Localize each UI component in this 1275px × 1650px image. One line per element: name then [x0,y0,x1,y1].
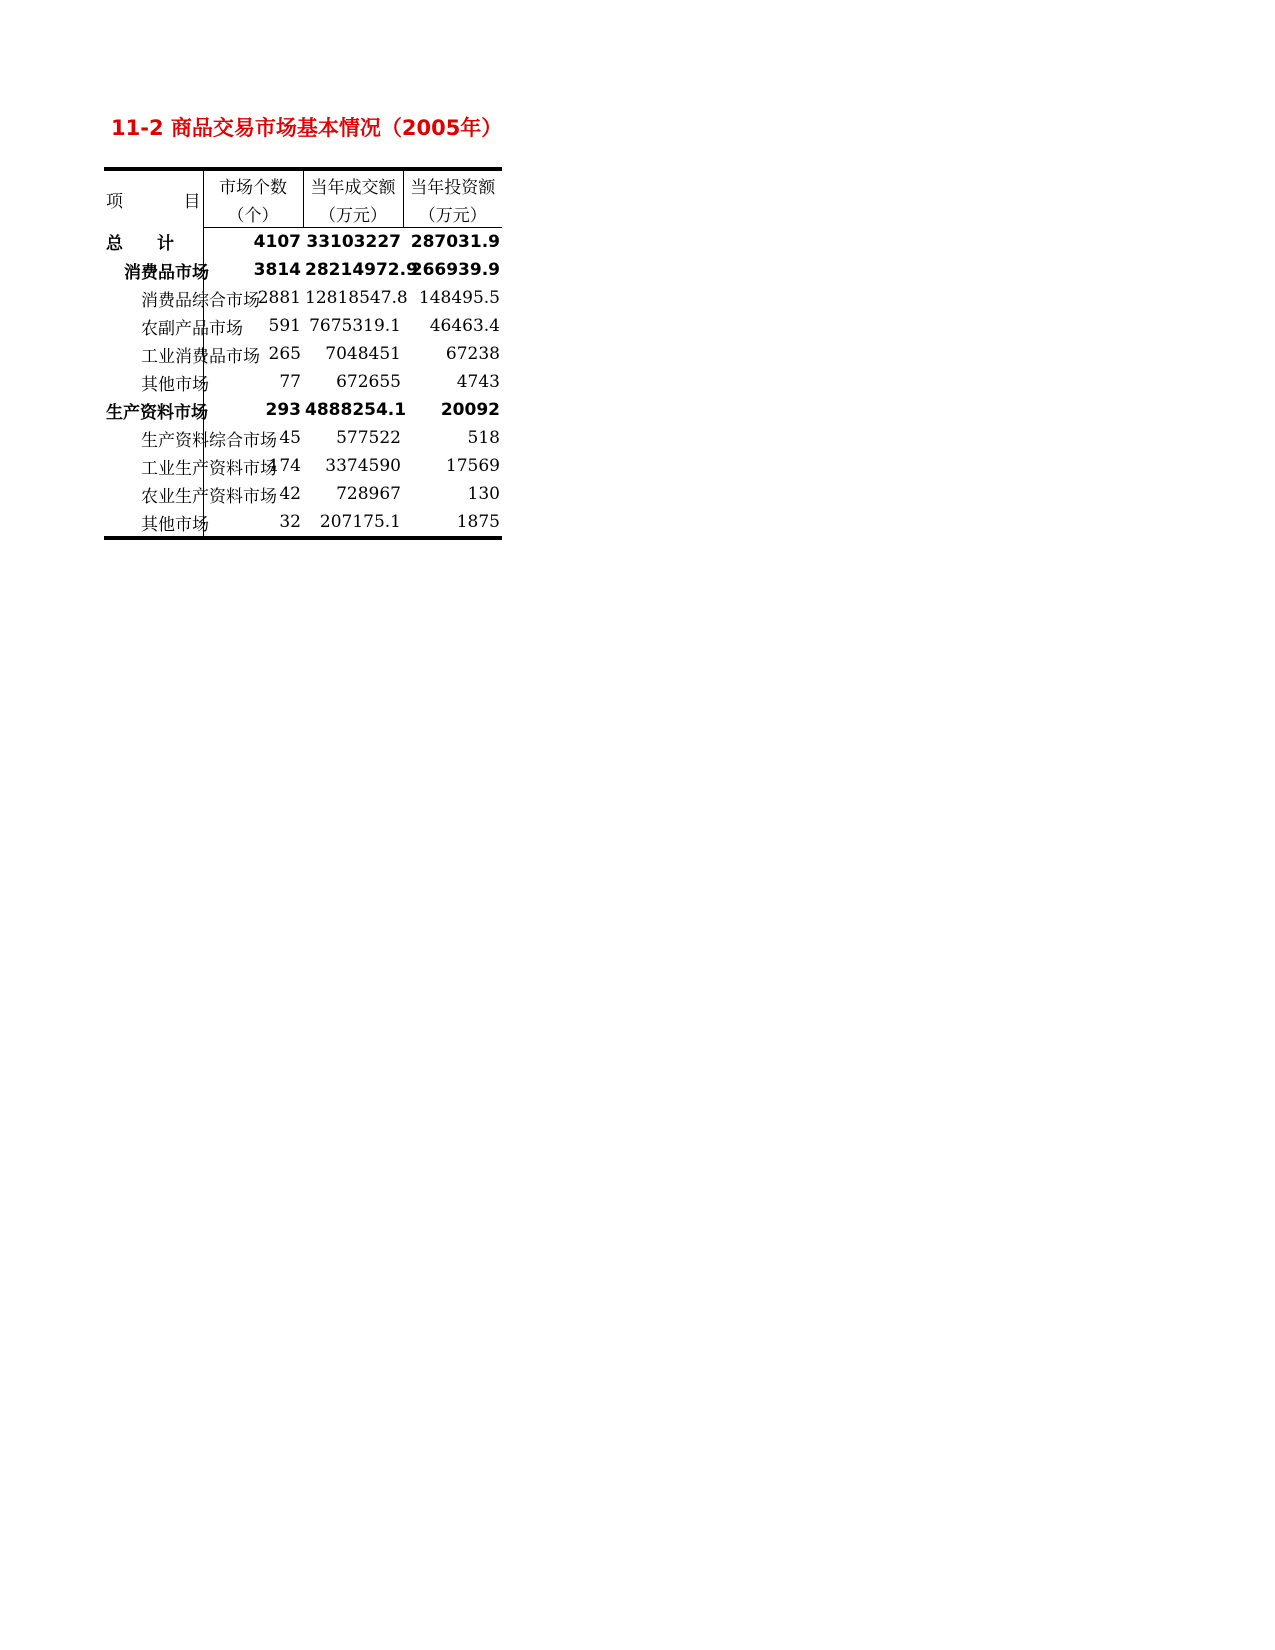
cell-turnover: 7675319.1 [309,316,401,336]
cell-investment: 46463.4 [429,316,500,336]
cell-investment: 1875 [403,508,502,538]
row-label: 其他市场 [104,508,203,538]
item-header-right: 目 [183,191,201,212]
cell-count: 32 [203,508,303,538]
table-row [104,340,502,368]
col-unit-investment: （万元） [403,199,502,228]
table-row [104,480,502,508]
cell-turnover: 28214972.9 [305,260,418,280]
cell-turnover: 672655 [336,372,401,392]
row-label: 消费品综合市场 [141,290,260,311]
row-label: 农副产品市场 [141,318,243,339]
cell-investment: 17569 [445,456,500,476]
cell-count: 174 [203,452,303,480]
item-header-left: 项 [106,191,123,212]
col-unit-count: （个） [203,199,303,228]
cell-investment: 287031.9 [410,232,500,252]
table-row [104,396,502,424]
row-label: 工业生产资料市场 [141,458,277,479]
cell-investment: 518 [467,428,500,448]
table-row [104,228,502,257]
cell-count: 4107 [203,228,303,257]
cell-investment: 20092 [440,400,500,420]
col-unit-turnover: （万元） [303,199,403,228]
cell-investment: 130 [467,484,500,504]
market-stats-table [104,167,502,540]
cell-count: 591 [203,312,303,340]
row-label: 生产资料市场 [106,402,208,423]
cell-turnover: 3374590 [325,456,401,476]
cell-investment: 266939.9 [410,260,500,280]
row-label: 总 计 [106,234,174,255]
cell-investment: 4743 [456,372,500,392]
cell-count: 293 [203,396,303,424]
cell-turnover: 728967 [336,484,401,504]
page-title: 11-2 商品交易市场基本情况（2005年） [111,116,503,140]
col-header-count: 市场个数 [203,169,303,199]
cell-turnover: 207175.1 [303,508,403,538]
col-header-investment: 当年投资额 [403,169,502,199]
cell-turnover: 7048451 [325,344,401,364]
row-label: 其他市场 [141,374,209,395]
table-row [104,508,502,538]
table-row [104,256,502,284]
cell-investment: 148495.5 [418,288,500,308]
cell-turnover: 33103227 [306,232,401,252]
cell-turnover: 577522 [336,428,401,448]
cell-count: 265 [203,340,303,368]
col-header-turnover: 当年成交额 [303,169,403,199]
header-row-1 [104,169,502,199]
cell-turnover: 4888254.1 [305,400,407,420]
table-row [104,368,502,396]
item-header [104,169,203,228]
table-row [104,284,502,312]
row-label: 生产资料综合市场 [141,430,277,451]
table-row [104,452,502,480]
cell-count: 42 [203,480,303,508]
cell-count: 3814 [203,256,303,284]
cell-count: 45 [203,424,303,452]
row-label: 农业生产资料市场 [141,486,277,507]
cell-count: 2881 [203,284,303,312]
table-row [104,424,502,452]
row-label: 消费品市场 [124,262,209,283]
cell-investment: 67238 [445,344,500,364]
row-label: 工业消费品市场 [141,346,260,367]
cell-count: 77 [203,368,303,396]
cell-turnover: 12818547.8 [305,288,408,308]
table-row [104,312,502,340]
